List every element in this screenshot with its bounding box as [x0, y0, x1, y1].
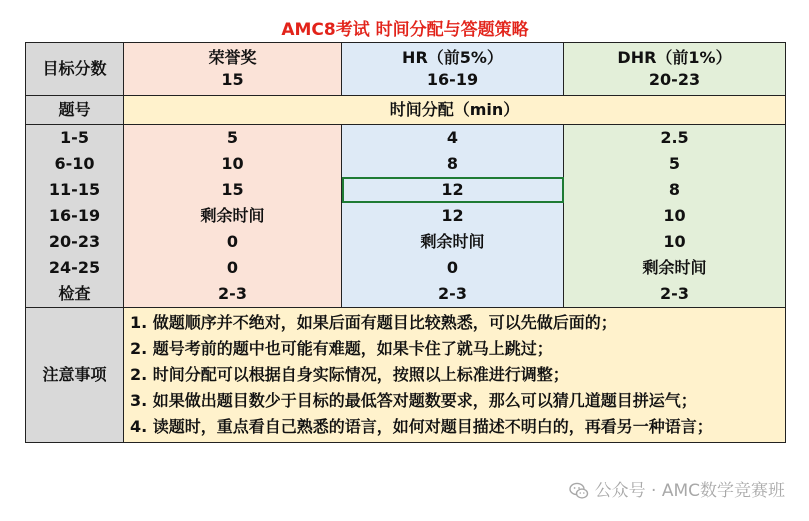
dhr-cell[interactable]: 10 [564, 229, 786, 255]
table-row [26, 177, 786, 203]
hr-cell[interactable]: 2-3 [342, 281, 564, 308]
notes-label: 注意事项 [26, 308, 124, 443]
honor-cell[interactable]: 2-3 [124, 281, 342, 308]
hr-header [342, 43, 564, 96]
honor-cell[interactable]: 5 [124, 125, 342, 152]
honor-cell[interactable]: 0 [124, 255, 342, 281]
honor-cell[interactable]: 0 [124, 229, 342, 255]
note-item: 4. 读题时，重点看自己熟悉的语言，如何对题目描述不明白的，再看另一种语言； [130, 417, 713, 436]
row-label: 1-5 [26, 125, 124, 152]
honor-name: 荣誉奖 [208, 48, 257, 67]
honor-header [124, 43, 342, 96]
hr-cell[interactable]: 0 [342, 255, 564, 281]
table-row [26, 229, 786, 255]
row-label: 24-25 [26, 255, 124, 281]
target-score-header: 目标分数 [26, 43, 124, 96]
table-row [26, 281, 786, 308]
hr-name: HR（前5%） [402, 48, 503, 67]
watermark-text: 公众号 · AMC数学竞赛班 [594, 481, 785, 501]
notes-row [26, 308, 786, 443]
table-row [26, 125, 786, 152]
wechat-icon [569, 481, 589, 501]
dhr-cell[interactable]: 8 [564, 177, 786, 203]
strategy-table [25, 42, 786, 443]
row-label: 16-19 [26, 203, 124, 229]
hr-cell-selected[interactable]: 12 [342, 177, 564, 203]
dhr-cell[interactable]: 2.5 [564, 125, 786, 152]
dhr-header [564, 43, 786, 96]
hr-cell[interactable]: 4 [342, 125, 564, 152]
note-item: 2. 时间分配可以根据自身实际情况，按照以上标准进行调整； [130, 365, 569, 384]
hr-cell[interactable]: 8 [342, 151, 564, 177]
honor-cell[interactable]: 剩余时间 [124, 203, 342, 229]
hr-score: 16-19 [426, 70, 479, 89]
row-label: 20-23 [26, 229, 124, 255]
hr-cell[interactable]: 12 [342, 203, 564, 229]
row-label: 6-10 [26, 151, 124, 177]
dhr-name: DHR（前1%） [617, 48, 732, 67]
notes-content[interactable] [124, 308, 786, 443]
dhr-cell[interactable]: 5 [564, 151, 786, 177]
note-item: 1. 做题顺序并不绝对，如果后面有题目比较熟悉，可以先做后面的； [130, 313, 617, 332]
watermark [569, 476, 785, 506]
dhr-cell[interactable]: 10 [564, 203, 786, 229]
note-item: 3. 如果做出题目数少于目标的最低答对题数要求，那么可以猜几道题目拼运气； [130, 391, 697, 410]
row-label: 11-15 [26, 177, 124, 203]
question-number-header: 题号 [26, 96, 124, 125]
table-row [26, 203, 786, 229]
header-row [26, 43, 786, 96]
table-row [26, 151, 786, 177]
time-allocation-header: 时间分配（min） [124, 96, 786, 125]
table-row [26, 255, 786, 281]
dhr-score: 20-23 [648, 70, 701, 89]
honor-score: 15 [221, 70, 244, 89]
page-title: AMC8考试 时间分配与答题策略 [281, 20, 529, 40]
honor-cell[interactable]: 10 [124, 151, 342, 177]
honor-cell[interactable]: 15 [124, 177, 342, 203]
subheader-row [26, 96, 786, 125]
note-item: 2. 题号考前的题中也可能有难题，如果卡住了就马上跳过； [130, 339, 553, 358]
dhr-cell[interactable]: 2-3 [564, 281, 786, 308]
row-label: 检查 [26, 281, 124, 308]
dhr-cell[interactable]: 剩余时间 [564, 255, 786, 281]
hr-cell[interactable]: 剩余时间 [342, 229, 564, 255]
